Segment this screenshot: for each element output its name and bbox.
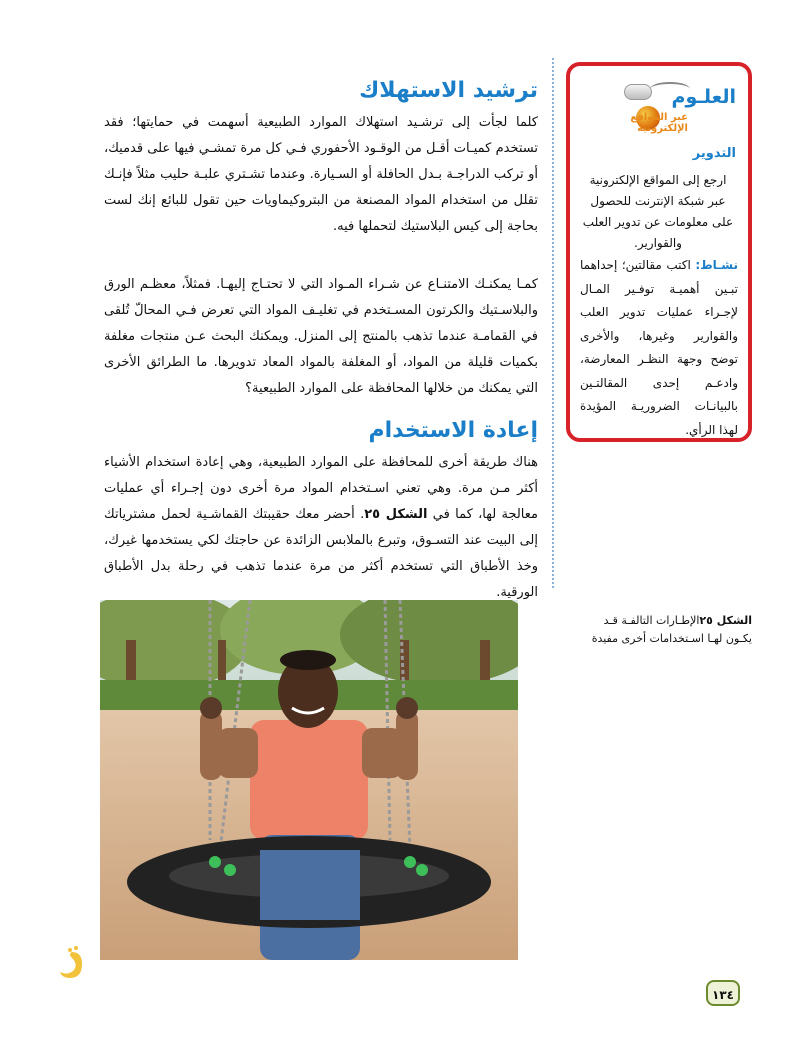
reuse-text-a: هناك طريقة أخرى للمحافظة على الموارد الطبيعية، وهي إعادة استخدام الأشياء أكثر مـن مرة. وهي تعني اسـتخدام المواد مرة أخرى دون إجـراء أي عمليات معالجة لها، كما في xyxy=(104,455,539,522)
activity-text: اكتب مقالتين؛ إحداهما تبـين أهميـة توفـير المـال لإجـراء عمليات تدوير العلب والقوارير وغيرها، والأخرى توضح وجهة النظـر المعارضة، وادعـم إحدى المقالتـين بالبيانـات الضروريـة المؤيدة لهذا الرأي. xyxy=(580,258,738,437)
page-number: ١٣٤ xyxy=(706,980,740,1006)
figure-reference: الشكل ٢٥ xyxy=(364,507,428,522)
sidebar-activity xyxy=(580,254,738,442)
reuse-text-b: . أحضر معك حقيبتك القماشـية لحمل مشترياتك إلى البيت عند التسـوق، وتبرع بالملابس الزائدة عن حاجتك لكي يستخدمها غيرك، وخذ الأطباق التي تستخدم أكثر من مرة عندما تذهب في رحلة بدل الأطباق الورقية. xyxy=(104,507,538,600)
chapter-decoration-icon xyxy=(58,946,88,986)
heading-consumption: ترشيد الاستهلاك xyxy=(359,78,538,103)
paragraph-reuse xyxy=(104,450,538,606)
paragraph-consumption-2: كمـا يمكنـك الامتنـاع عن شـراء المـواد التي لا تحتـاج إليهـا. فمثلاً، معظـم الورق والبلاسـتيك والكرتون المسـتخدم في تغليـف المواد التي تعرض فـي المحالّ تُلقى في القمامـة عندما تذهب بالمنتج إلى المنزل. ويمكنك البحث عـن منتجات مغلفة بكميات قليلة من المواد، أو المغلفة بالمواد المعاد تدويرها. ما الطرائق الأخرى التي يمكنك من خلالها المحافظة على الموارد الطبيعية؟ xyxy=(104,277,538,396)
figure-label: الشكل ٢٥ xyxy=(699,614,752,627)
heading-reuse: إعادة الاستخدام xyxy=(368,418,538,443)
figure-caption-text: الإطـارات التالفـة قـد يكـون لهـا اسـتخدامات أخرى مفيدة xyxy=(591,614,752,645)
column-divider xyxy=(552,58,554,588)
sidebar-body: ارجع إلى المواقع الإلكترونية عبر شبكة الإنترنت للحصول على معلومات عن تدوير العلب والقوارير. xyxy=(582,173,734,250)
logo-subtitle: عبر المواقع الإلكترونية xyxy=(630,112,688,134)
paragraph-consumption-1: كلما لجأت إلى ترشـيد استهلاك الموارد الطبيعية أسهمت في حمايتها؛ فقد تستخدم كميـات أقـل من الوقـود الأحفوري فـي كل مرة تمشـي فيها على قدميك، أو تركب الدراجـة بـدل الحافلة أو السـيارة. وعندما تشـتري علبـة حليب مثلاً فإنـك تقلل من استخدام المواد المصنعة من البتروكيماويات حين تقول للبائع إنك لست بحاجة إلى كيس البلاستيك لتحملها فيه. xyxy=(104,115,538,234)
web-links-sidebar xyxy=(566,62,752,442)
figure-caption xyxy=(588,612,752,648)
logo-title: العلـوم xyxy=(671,86,736,108)
science-online-logo xyxy=(578,74,742,140)
tire-swing-illustration xyxy=(100,600,518,960)
mouse-icon xyxy=(624,84,652,100)
activity-label: نشـاط: xyxy=(695,258,738,272)
sidebar-heading: التدوير xyxy=(692,146,736,161)
tire-swing-photo xyxy=(100,600,518,960)
